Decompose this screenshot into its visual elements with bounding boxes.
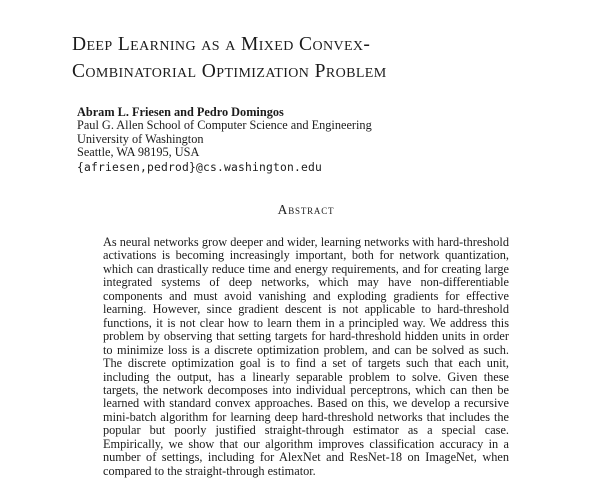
paper-title-line-1: Deep Learning as a Mixed Convex- [72,34,371,55]
paper-title-line-2: Combinatorial Optimization Problem [72,61,387,82]
abstract-body: As neural networks grow deeper and wider, learning networks with hard-threshold activations is becoming increasingly important, both for network quantization, which can drastically reduce time and energy requirements, and for creating large integrated systems of deep networks, which may have non-differentiable components and must avoid vanishing and exploding gradients for effective learning. However, since gradient descent is not applicable to hard-threshold functions, it is not clear how to learn them in a principled way. We address this problem by observing that setting targets for hard-threshold hidden units in order to minimize loss is a discrete optimization problem, and can be solved as such. The discrete optimization goal is to find a set of targets such that each unit, including the output, has a linearly separable problem to solve. Given these targets, the network decomposes into individual perceptrons, which can then be learned with standard convex approaches. Based on this, we develop a recursive mini-batch algorithm for learning deep hard-threshold networks that includes the popular but poorly justified straight-through estimator as a special case. Empirically, we show that our algorithm improves classification accuracy in a number of settings, including for AlexNet and ResNet-18 on ImageNet, when compared to the straight-through estimator. [103,235,509,478]
affiliation-line-school: Paul G. Allen School of Computer Science and Engineering [77,118,372,133]
author-names: Abram L. Friesen and Pedro Domingos [77,105,284,119]
affiliation-line-city: Seattle, WA 98195, USA [77,145,200,160]
abstract-heading: Abstract [277,202,335,217]
affiliation-line-university: University of Washington [77,131,204,146]
paper-title [72,31,542,85]
author-block [77,106,497,174]
author-email: {afriesen,pedrod}@cs.washington.edu [77,160,323,174]
